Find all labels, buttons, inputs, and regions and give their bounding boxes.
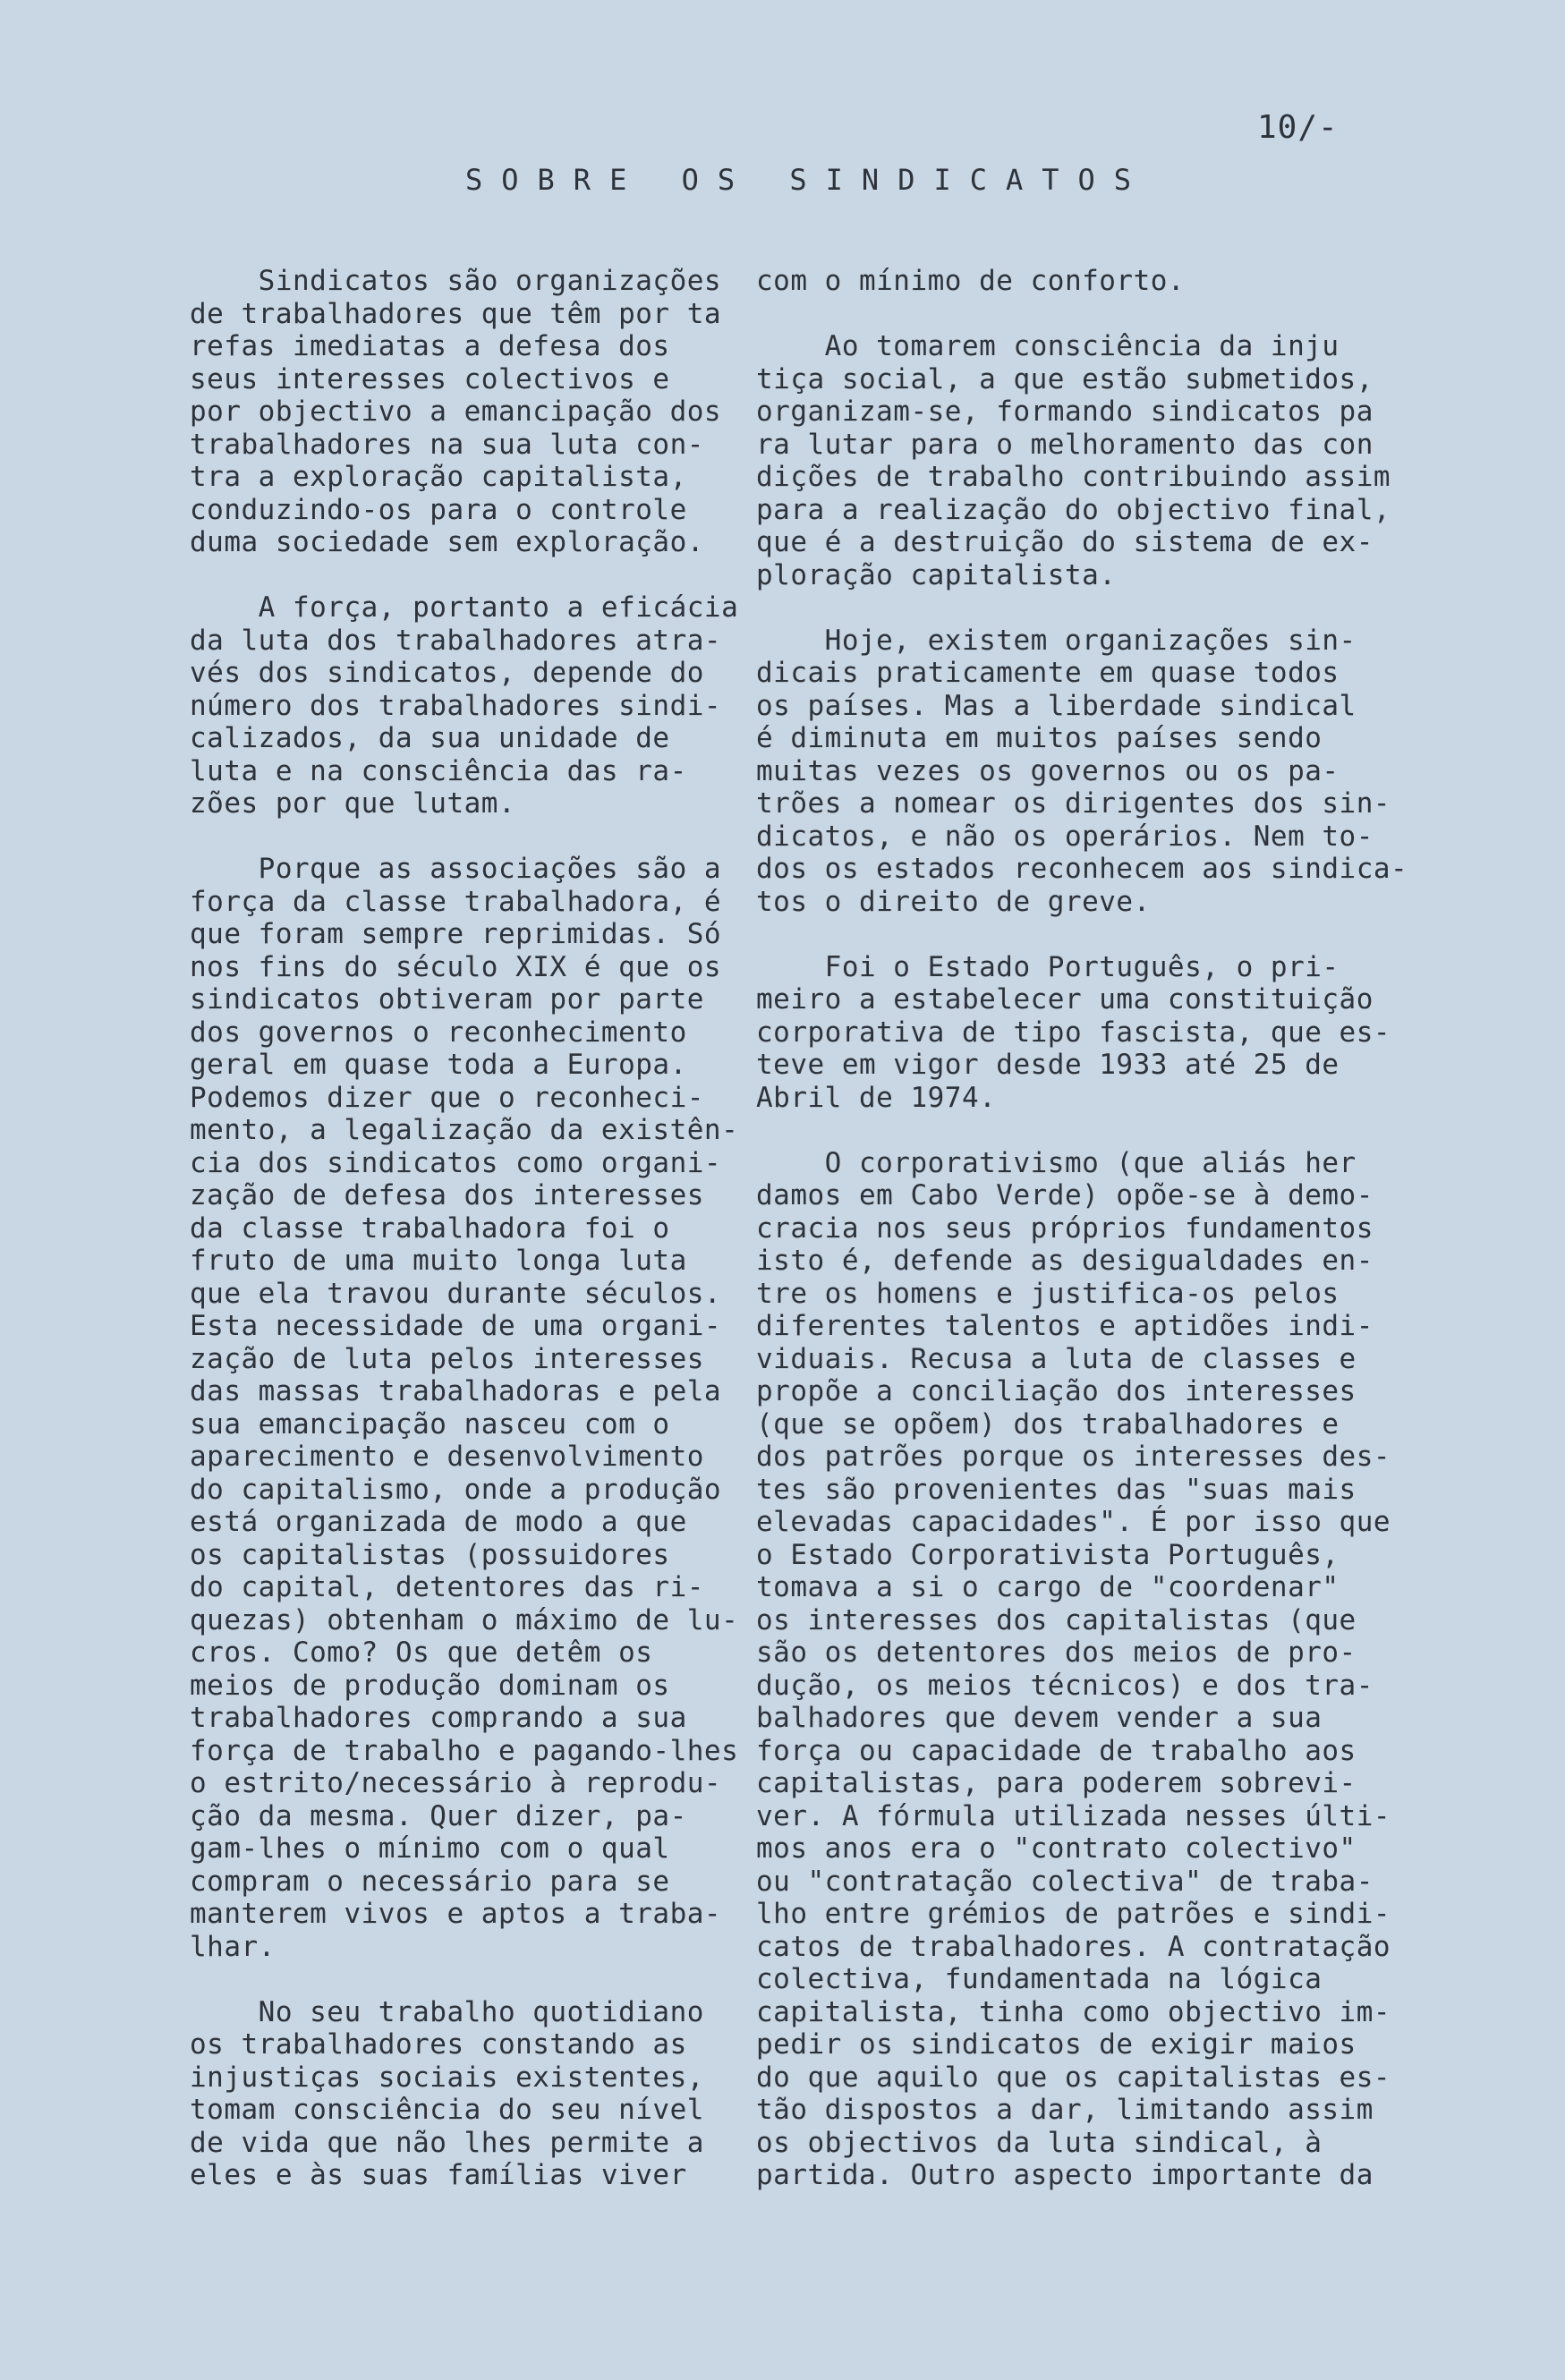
text-line: zação de defesa dos interesses xyxy=(190,1179,704,1211)
text-line: O corporativismo (que aliás her xyxy=(756,1146,1357,1179)
text-line: luta e na consciência das ra- xyxy=(190,754,687,787)
text-line: da classe trabalhadora foi o xyxy=(190,1211,670,1245)
text-line: duma sociedade sem exploração. xyxy=(190,526,704,558)
text-line: dos os estados reconhecem aos sindica- xyxy=(756,853,1408,885)
text-line: calizados, da sua unidade de xyxy=(190,722,670,754)
text-line: capitalistas, para poderem sobrevi- xyxy=(756,1767,1357,1799)
text-line: ver. A fórmula utilizada nesses últi- xyxy=(756,1799,1391,1832)
text-line: por objectivo a emancipação dos xyxy=(190,395,722,428)
text-line: tiça social, a que estão submetidos, xyxy=(756,362,1374,395)
paragraph xyxy=(190,853,762,1963)
text-line: compram o necessário para se xyxy=(190,1865,670,1898)
text-line: para a realização do objectivo final, xyxy=(756,493,1391,526)
paragraph xyxy=(190,1996,762,2192)
paragraph xyxy=(756,1147,1436,2192)
text-line: cros. Como? Os que detêm os xyxy=(190,1636,653,1669)
text-line: força da classe trabalhadora, é xyxy=(190,885,722,918)
text-line: propõe a conciliação dos interesses xyxy=(756,1375,1357,1407)
text-line: Hoje, existem organizações sin- xyxy=(756,624,1357,657)
text-line: zação de luta pelos interesses xyxy=(190,1342,704,1375)
text-line: o estrito/necessário à reprodu- xyxy=(190,1767,722,1799)
text-line: eles e às suas famílias viver xyxy=(190,2159,687,2191)
text-line: damos em Cabo Verde) opõe-se à demo- xyxy=(756,1179,1374,1211)
text-line: capitalista, tinha como objectivo im- xyxy=(756,1995,1391,2028)
text-line: meiro a estabelecer uma constituição xyxy=(756,983,1374,1016)
paragraph xyxy=(756,625,1436,919)
text-line: muitas vezes os governos ou os pa- xyxy=(756,754,1340,787)
text-line: da luta dos trabalhadores atra- xyxy=(190,624,722,657)
text-line: que é a destruição do sistema de ex- xyxy=(756,526,1374,558)
text-line: tos o direito de greve. xyxy=(756,885,1151,918)
text-line: lho entre grémios de patrões e sindi- xyxy=(756,1898,1391,1930)
paragraph xyxy=(190,591,762,820)
text-line: injustiças sociais existentes, xyxy=(190,2061,704,2094)
text-line: tes são provenientes das "suas mais xyxy=(756,1473,1357,1506)
text-line: partida. Outro aspecto importante da xyxy=(756,2159,1374,2191)
text-line: são os detentores dos meios de pro- xyxy=(756,1636,1357,1669)
text-line: força ou capacidade de trabalho aos xyxy=(756,1734,1357,1767)
left-column xyxy=(190,265,762,2192)
text-line: ou "contratação colectiva" de traba- xyxy=(756,1865,1374,1898)
paragraph xyxy=(756,265,1436,298)
text-line: de vida que não lhes permite a xyxy=(190,2126,704,2159)
text-line: trabalhadores na sua luta con- xyxy=(190,428,704,461)
text-line: cia dos sindicatos como organi- xyxy=(190,1146,722,1179)
text-line: dos patrões porque os interesses des- xyxy=(756,1441,1391,1473)
text-line: elevadas capacidades". É por isso que xyxy=(756,1506,1391,1538)
text-line: corporativa de tipo fascista, que es- xyxy=(756,1016,1391,1049)
text-line: zões por que lutam. xyxy=(190,787,516,820)
text-line: mento, a legalização da existên- xyxy=(190,1114,739,1146)
text-line: Porque as associações são a xyxy=(190,853,722,885)
text-line: que foram sempre reprimidas. Só xyxy=(190,918,722,950)
text-line: A força, portanto a eficácia xyxy=(190,591,739,624)
paragraph xyxy=(756,330,1436,591)
text-line: Podemos dizer que o reconheci- xyxy=(190,1081,704,1114)
right-column xyxy=(756,265,1436,2192)
text-line: trões a nomear os dirigentes dos sin- xyxy=(756,787,1391,820)
text-line: gam-lhes o mínimo com o qual xyxy=(190,1832,670,1865)
text-line: refas imediatas a defesa dos xyxy=(190,330,670,362)
text-line: de trabalhadores que têm por ta xyxy=(190,297,722,330)
text-line: dução, os meios técnicos) e dos tra- xyxy=(756,1669,1374,1702)
text-line: catos de trabalhadores. A contratação xyxy=(756,1930,1391,1963)
text-line: diferentes talentos e aptidões indi- xyxy=(756,1310,1374,1342)
text-line: lhar. xyxy=(190,1930,276,1963)
text-line: viduais. Recusa a luta de classes e xyxy=(756,1342,1357,1375)
text-line: fruto de uma muito longa luta xyxy=(190,1245,687,1277)
text-line: os países. Mas a liberdade sindical xyxy=(756,689,1357,722)
text-line: das massas trabalhadoras e pela xyxy=(190,1375,722,1407)
text-line: está organizada de modo a que xyxy=(190,1506,687,1538)
text-line: sindicatos obtiveram por parte xyxy=(190,983,704,1016)
page-title: SOBRE OS SINDICATOS xyxy=(465,163,1151,197)
text-line: os objectivos da luta sindical, à xyxy=(756,2126,1323,2159)
text-line: os capitalistas (possuidores xyxy=(190,1538,670,1571)
text-line: Ao tomarem consciência da inju xyxy=(756,330,1340,362)
text-line: com o mínimo de conforto. xyxy=(756,265,1186,297)
text-line: o Estado Corporativista Português, xyxy=(756,1538,1340,1571)
text-line: seus interesses colectivos e xyxy=(190,362,670,395)
text-line: No seu trabalho quotidiano xyxy=(190,1995,704,2028)
text-line: ra lutar para o melhoramento das con xyxy=(756,428,1374,461)
text-line: quezas) obtenham o máximo de lu- xyxy=(190,1603,739,1636)
text-line: é diminuta em muitos países sendo xyxy=(756,722,1323,754)
text-line: nos fins do século XIX é que os xyxy=(190,950,722,983)
text-line: teve em vigor desde 1933 até 25 de xyxy=(756,1049,1340,1081)
text-line: tre os homens e justifica-os pelos xyxy=(756,1277,1340,1310)
text-line: dos governos o reconhecimento xyxy=(190,1016,687,1049)
paragraph xyxy=(190,265,762,559)
text-line: Foi o Estado Português, o pri- xyxy=(756,950,1340,983)
text-line: do capitalismo, onde a produção xyxy=(190,1473,722,1506)
text-line: cracia nos seus próprios fundamentos xyxy=(756,1211,1374,1245)
text-line: geral em quase toda a Europa. xyxy=(190,1049,687,1081)
text-line: vés dos sindicatos, depende do xyxy=(190,657,704,689)
text-line: isto é, defende as desigualdades en- xyxy=(756,1245,1374,1277)
text-line: Abril de 1974. xyxy=(756,1081,997,1114)
text-line: colectiva, fundamentada na lógica xyxy=(756,1963,1323,1995)
text-line: dicatos, e não os operários. Nem to- xyxy=(756,820,1374,853)
text-line: dicais praticamente em quase todos xyxy=(756,657,1340,689)
text-line: conduzindo-os para o controle xyxy=(190,493,687,526)
text-line: que ela travou durante séculos. xyxy=(190,1277,722,1310)
text-line: força de trabalho e pagando-lhes xyxy=(190,1734,739,1767)
text-line: tomam consciência do seu nível xyxy=(190,2094,704,2126)
text-line: ção da mesma. Quer dizer, pa- xyxy=(190,1799,687,1832)
text-line: meios de produção dominam os xyxy=(190,1669,670,1702)
text-line: mos anos era o "contrato colectivo" xyxy=(756,1832,1357,1865)
paragraph xyxy=(756,951,1436,1115)
text-line: sua emancipação nasceu com o xyxy=(190,1407,670,1441)
text-line: balhadores que devem vender a sua xyxy=(756,1702,1323,1734)
text-line: número dos trabalhadores sindi- xyxy=(190,689,722,722)
text-line: do capital, detentores das ri- xyxy=(190,1571,704,1603)
text-line: tão dispostos a dar, limitando assim xyxy=(756,2094,1374,2126)
text-line: manterem vivos e aptos a traba- xyxy=(190,1898,722,1930)
text-line: Esta necessidade de uma organi- xyxy=(190,1310,722,1342)
text-line: organizam-se, formando sindicatos pa xyxy=(756,395,1374,428)
text-line: (que se opõem) dos trabalhadores e xyxy=(756,1407,1340,1441)
page-number: 10/- xyxy=(1257,109,1339,146)
text-line: ploração capitalista. xyxy=(756,558,1117,591)
text-line: dições de trabalho contribuindo assim xyxy=(756,461,1391,493)
text-line: do que aquilo que os capitalistas es- xyxy=(756,2061,1391,2094)
text-line: tomava a si o cargo de "coordenar" xyxy=(756,1571,1340,1603)
text-line: os interesses dos capitalistas (que xyxy=(756,1603,1357,1636)
text-line: Sindicatos são organizações xyxy=(190,265,722,297)
text-line: tra a exploração capitalista, xyxy=(190,461,687,493)
text-line: trabalhadores comprando a sua xyxy=(190,1702,687,1734)
text-line: aparecimento e desenvolvimento xyxy=(190,1441,704,1473)
text-line: os trabalhadores constando as xyxy=(190,2028,687,2061)
text-line: pedir os sindicatos de exigir maios xyxy=(756,2028,1357,2061)
